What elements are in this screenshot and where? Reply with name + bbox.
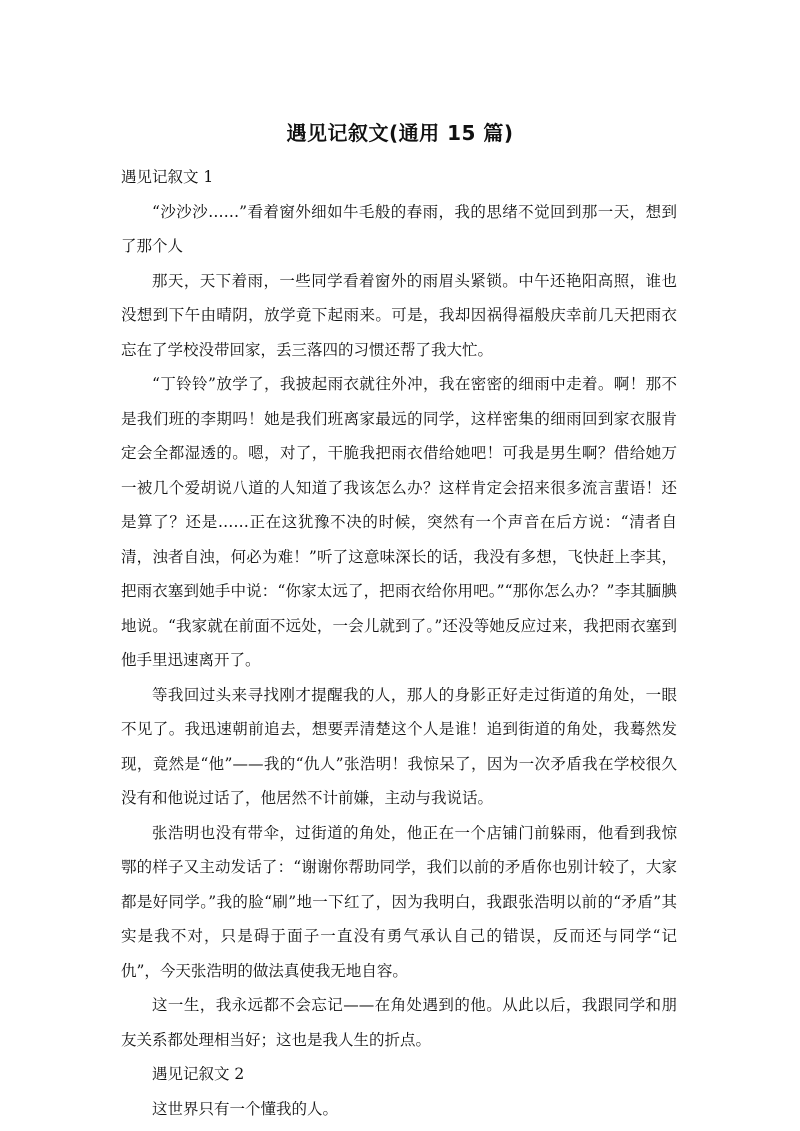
- section-heading: 遇见记叙文 2: [152, 1065, 245, 1083]
- document-body: [121, 160, 677, 1126]
- document-title: 遇见记叙文(通用 15 篇): [286, 121, 514, 145]
- paragraph: 张浩明也没有带伞，过街道的角处，他正在一个店铺门前躲雨，他看到我惊鄂的样子又主动发话了：“谢谢你帮助同学，我们以前的矛盾你也别计较了，大家都是好同学。”我的脸“刷”地一下红了，因为我明白，我跟张浩明以前的“矛盾”其实是我不对，只是碍于面子一直没有勇气承认自己的错误，反而还与同学“记仇”，今天张浩明的做法真使我无地自容。: [121, 823, 677, 980]
- paragraph: 那天，天下着雨，一些同学看着窗外的雨眉头紧锁。中午还艳阳高照，谁也没想到下午由晴阴，放学竟下起雨来。可是，我却因祸得福般庆幸前几天把雨衣忘在了学校没带回家，丢三落四的习惯还帮了我大忙。: [121, 271, 677, 359]
- paragraph: “丁铃铃”放学了，我披起雨衣就往外冲，我在密密的细雨中走着。啊！那不是我们班的李期吗！她是我们班离家最远的同学，这样密集的细雨回到家衣服肯定会全都湿透的。嗯，对了，干脆我把雨衣借给她吧！可我是男生啊？借给她万一被几个爱胡说八道的人知道了我该怎么办？这样肯定会招来很多流言蜚语！还是算了？还是……正在这犹豫不决的时候，突然有一个声音在后方说：“清者自清，浊者自浊，何必为难！”听了这意味深长的话，我没有多想，飞快赶上李其，把雨衣塞到她手中说：“你家太远了，把雨衣给你用吧。”“那你怎么办？”李其腼腆地说。“我家就在前面不远处，一会儿就到了。”还没等她反应过来，我把雨衣塞到他手里迅速离开了。: [121, 375, 677, 669]
- paragraph: “沙沙沙……”看着窗外细如牛毛般的春雨，我的思绪不觉回到那一天，想到了那个人: [121, 202, 677, 255]
- paragraph: 这世界只有一个懂我的人。: [152, 1099, 339, 1118]
- section-heading: 遇见记叙文 1: [121, 168, 214, 186]
- paragraph: 这一生，我永远都不会忘记——在角处遇到的他。从此以后，我跟同学和朋友关系都处理相当好；这也是我人生的折点。: [121, 996, 677, 1049]
- paragraph: 等我回过头来寻找刚才提醒我的人，那人的身影正好走过街道的角处，一眼不见了。我迅速朝前追去，想要弄清楚这个人是谁！追到街道的角处，我蓦然发现，竟然是“他”——我的“仇人”张浩明！我惊呆了，因为一次矛盾我在学校很久没有和他说过话了，他居然不计前嫌，主动与我说话。: [121, 685, 677, 807]
